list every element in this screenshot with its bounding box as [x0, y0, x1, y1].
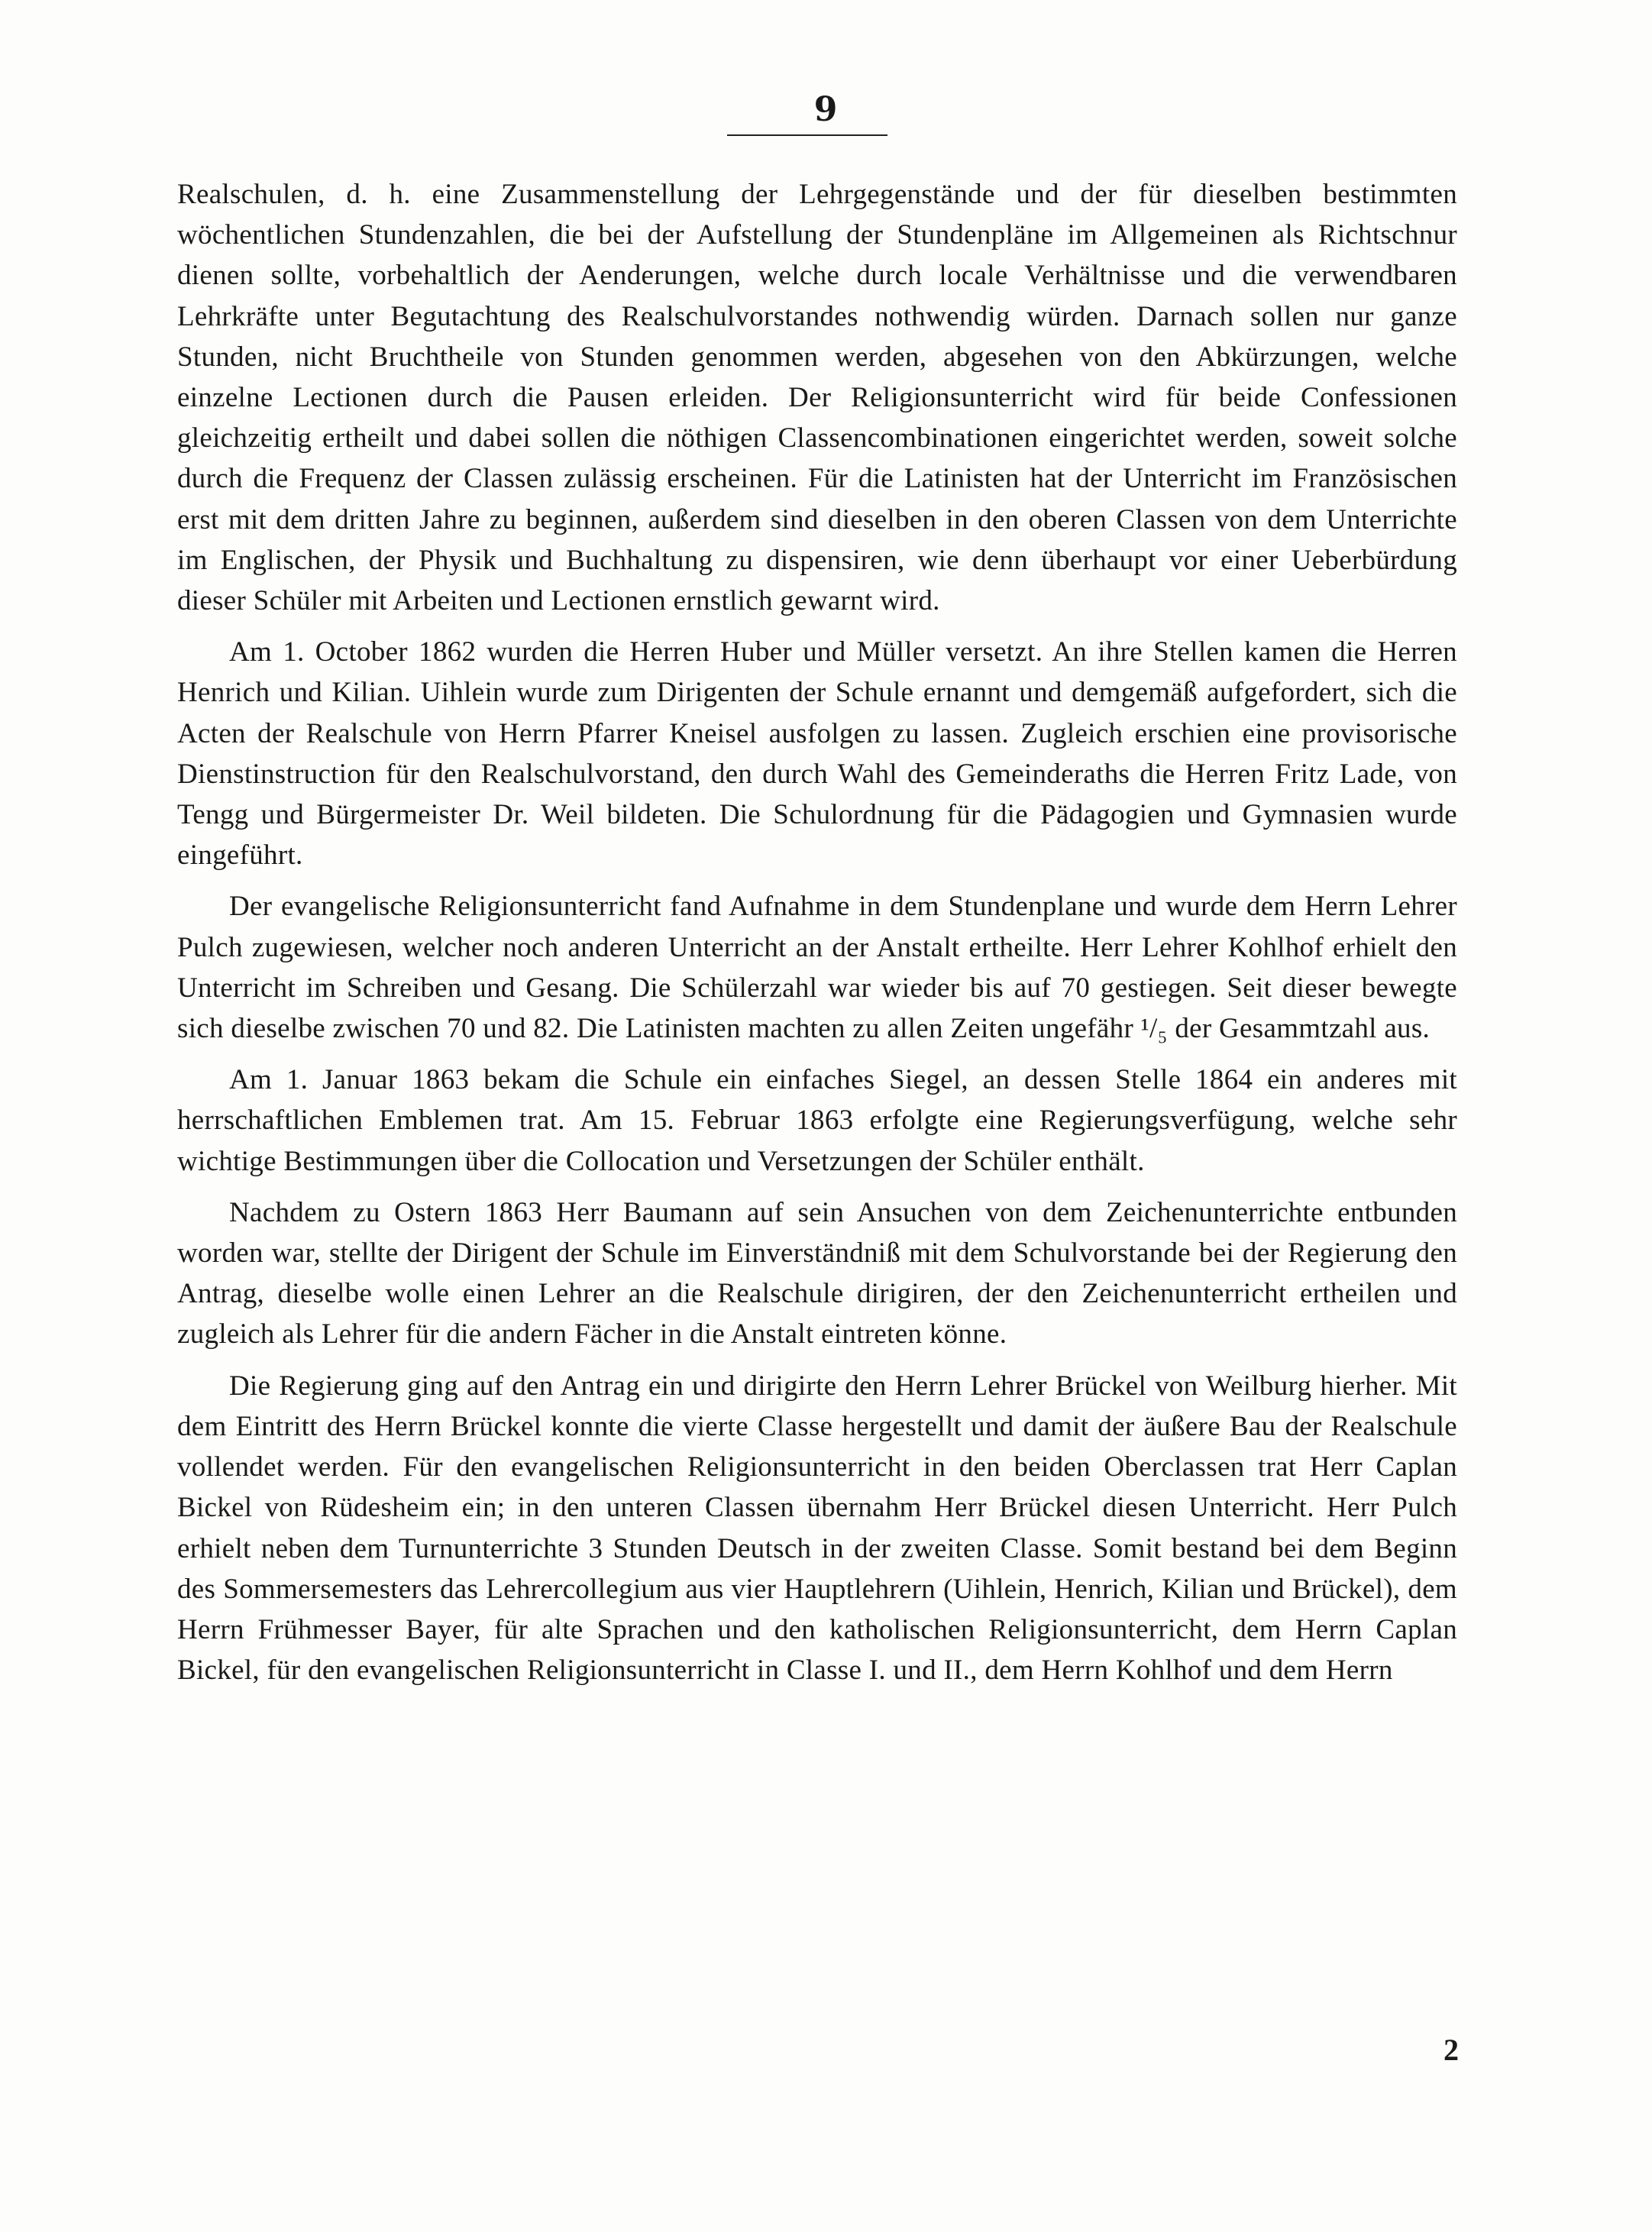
- paragraph-4: Am 1. Januar 1863 bekam die Schule ein einfaches Siegel, an dessen Stelle 1864 ein anderes mit herrschaftlichen Emblemen trat. Am 15. Februar 1863 erfolgte eine Regierungsverfügung, welche sehr wichtige Bestimmungen über die Collocation und Versetzungen der Schüler enthält.: [177, 1064, 1457, 1177]
- paragraph-5: Nachdem zu Ostern 1863 Herr Baumann auf sein Ansuchen von dem Zeichenunterrichte entbunden worden war, stellte der Dirigent der Schule im Einverständniß mit dem Schulvorstande bei der Regierung den Antrag, dieselbe wolle einen Lehrer an die Realschule dirigiren, der den Zeichenunterricht ertheilen und zugleich als Lehrer für die andern Fächer in die Anstalt eintreten könne.: [177, 1196, 1457, 1351]
- paragraph-1: Realschulen, d. h. eine Zusammenstellung der Lehrgegenstände und der für dieselben bestimmten wöchentlichen Stundenzahlen, die bei der Aufstellung der Stundenpläne im Allgemeinen als Richtschnur dienen sollte, vorbehaltlich der Aenderungen, welche durch locale Verhältnisse und die verwendbaren Lehrkräfte unter Begutachtung des Realschulvorstandes nothwendig würden. Darnach sollen nur ganze Stunden, nicht Bruchtheile von Stunden genommen werden, abgesehen von den Abkürzungen, welche einzelne Lectionen durch die Pausen erleiden. Der Religionsunterricht wird für beide Confessionen gleichzeitig ertheilt und dabei sollen die nöthigen Classencombinationen eingerichtet werden, soweit solche durch die Frequenz der Classen zulässig erscheinen. Für die Latinisten hat der Unterricht im Französischen erst mit dem dritten Jahre zu beginnen, außerdem sind dieselben in den oberen Classen von dem Unterrichte im Englischen, der Physik und Buchhaltung zu dispensiren, wie denn überhaupt vor einer Ueberbürdung dieser Schüler mit Arbeiten und Lectionen ernstlich gewarnt wird.: [177, 179, 1457, 617]
- paragraph-2: Am 1. October 1862 wurden die Herren Huber und Müller versetzt. An ihre Stellen kamen die Herren Henrich und Kilian. Uihlein wurde zum Dirigenten der Schule ernannt und demgemäß aufgefordert, sich die Acten der Realschule von Herrn Pfarrer Kneisel ausfolgen zu lassen. Zugleich erschien eine provisorische Dienstinstruction für den Realschulvorstand, den durch Wahl des Gemeinderaths die Herren Fritz Lade, von Tengg und Bürgermeister Dr. Weil bildeten. Die Schulordnung für die Pädagogien und Gymnasien wurde eingeführt.: [177, 636, 1457, 872]
- paragraph-6: Die Regierung ging auf den Antrag ein und dirigirte den Herrn Lehrer Brückel von Weilburg hierher. Mit dem Eintritt des Herrn Brückel konnte die vierte Classe hergestellt und damit der äußere Bau der Realschule vollendet werden. Für den evangelischen Religionsunterricht in den beiden Oberclassen trat Herr Caplan Bickel von Rüdesheim ein; in den unteren Classen übernahm Herr Brückel diesen Unterricht. Herr Pulch erhielt neben dem Turnunterrichte 3 Stunden Deutsch in der zweiten Classe. Somit bestand bei dem Beginn des Sommersemesters das Lehrercollegium aus vier Hauptlehrern (Uihlein, Henrich, Kilian und Brückel), dem Herrn Frühmesser Bayer, für alte Sprachen und den katholischen Religionsunterricht, dem Herrn Caplan Bickel, für den evangelischen Religionsunterricht in Classe I. und II., dem Herrn Kohlhof und dem Herrn: [177, 1370, 1457, 1687]
- header-rule: [727, 134, 887, 136]
- signature-mark: 2: [1443, 2033, 1459, 2067]
- page-number: 9: [813, 90, 839, 129]
- paragraph-3: Der evangelische Religionsunterricht fand Aufnahme in dem Stundenplane und wurde dem Herrn Lehrer Pulch zugewiesen, welcher noch anderen Unterricht an der Anstalt ertheilte. Herr Lehrer Kohlhof erhielt den Unterricht im Schreiben und Gesang. Die Schülerzahl war wieder bis auf 70 gestiegen. Seit dieser bewegte sich dieselbe zwischen 70 und 82. Die Latinisten machten zu allen Zeiten ungefähr ¹/₅ der Gesammtzahl aus.: [177, 891, 1457, 1045]
- body-text: [177, 174, 1457, 1690]
